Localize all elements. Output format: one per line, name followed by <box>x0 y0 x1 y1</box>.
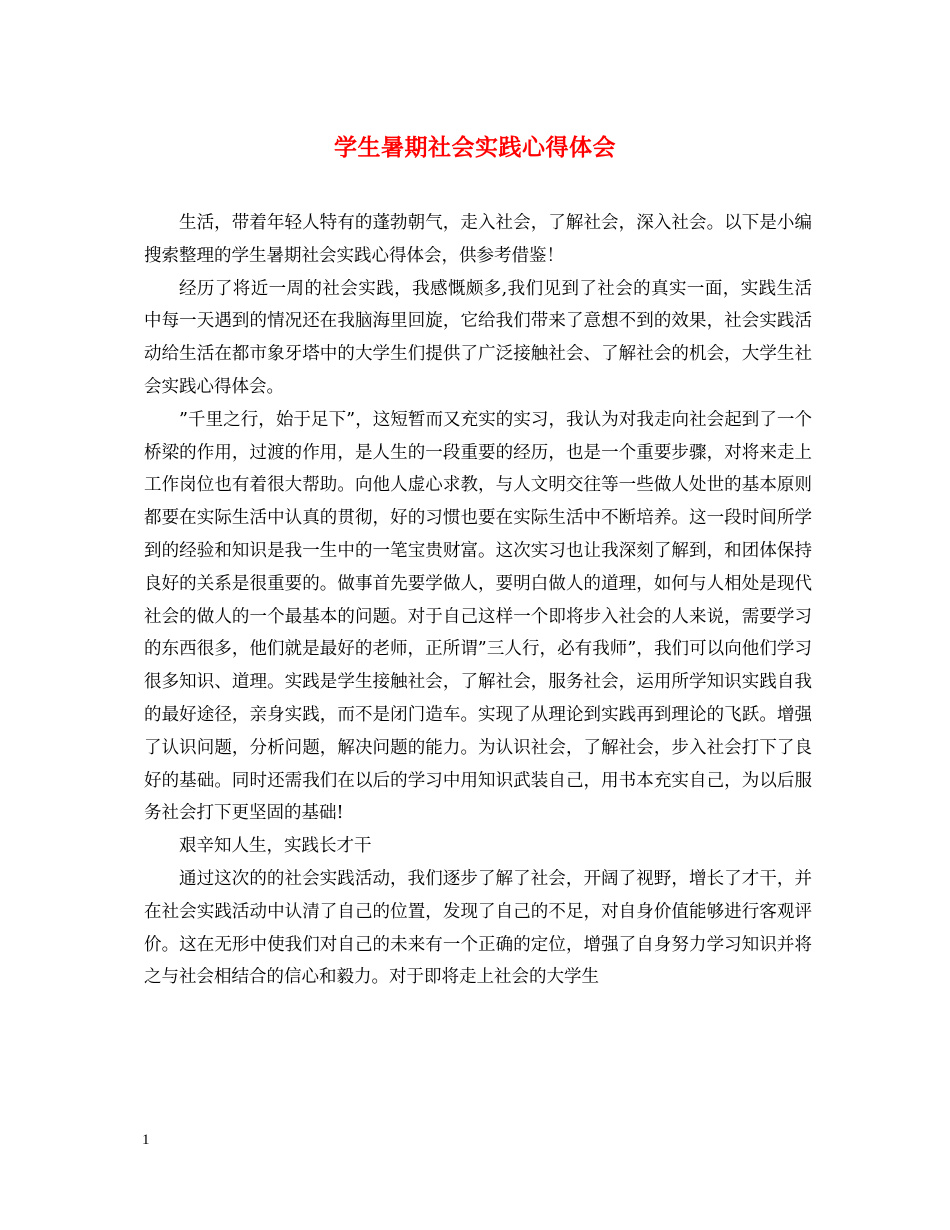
paragraph-intro: 生活，带着年轻人特有的蓬勃朝气，走入社会，了解社会，深入社会。以下是小编搜索整理的学生暑期社会实践心得体会，供参考借鉴！ <box>144 213 812 266</box>
paragraph-reflection: 通过这次的的社会实践活动，我们逐步了解了社会，开阔了视野，增长了才干，并在社会实践活动中认清了自己的位置，发现了自己的不足，对自身价值能够进行客观评价。这在无形中使我们对自己的未来有一个正确的定位，增强了自身努力学习知识并将之与社会相结合的信心和毅力。对于即将走上社会的大学生 <box>144 868 812 988</box>
page-number: 1 <box>142 1132 150 1148</box>
paragraph-experience: 经历了将近一周的社会实践，我感慨颇多,我们见到了社会的真实一面，实践生活中每一天遇到的情况还在我脑海里回旋，它给我们带来了意想不到的效果，社会实践活动给生活在都市象牙塔中的大学生们提供了广泛接触社会、了解社会的机会，大学生社会实践心得体会。 <box>144 278 812 397</box>
paragraph-journey: ”千里之行，始于足下”，这短暂而又充实的实习，我认为对我走向社会起到了一个桥梁的作用，过渡的作用，是人生的一段重要的经历，也是一个重要步骤，对将来走上工作岗位也有着很大帮助。向他人虚心求教，与人文明交往等一些做人处世的基本原则都要在实际生活中认真的贯彻，好的习惯也要在实际生活中不断培养。这一段时间所学到的经验和知识是我一生中的一笔宝贵财富。这次实习也让我深刻了解到，和团体保持良好的关系是很重要的。做事首先要学做人，要明白做人的道理，如何与人相处是现代社会的做人的一个最基本的问题。对于自己这样一个即将步入社会的人来说，需要学习的东西很多，他们就是最好的老师，正所谓”三人行，必有我师”，我们可以向他们学习很多知识、道理。实践是学生接触社会，了解社会，服务社会，运用所学知识实践自我的最好途径，亲身实践，而不是闭门造车。实现了从理论到实践再到理论的飞跃。增强了认识问题，分析问题，解决问题的能力。为认识社会，了解社会，步入社会打下了良好的基础。同时还需我们在以后的学习中用知识武装自己，用书本充实自己，为以后服务社会打下更坚固的基础! <box>144 409 812 824</box>
document-title: 学生暑期社会实践心得体会 <box>334 134 616 161</box>
document-body <box>144 207 812 994</box>
paragraph-subheading: 艰辛知人生，实践长才干 <box>179 836 372 857</box>
